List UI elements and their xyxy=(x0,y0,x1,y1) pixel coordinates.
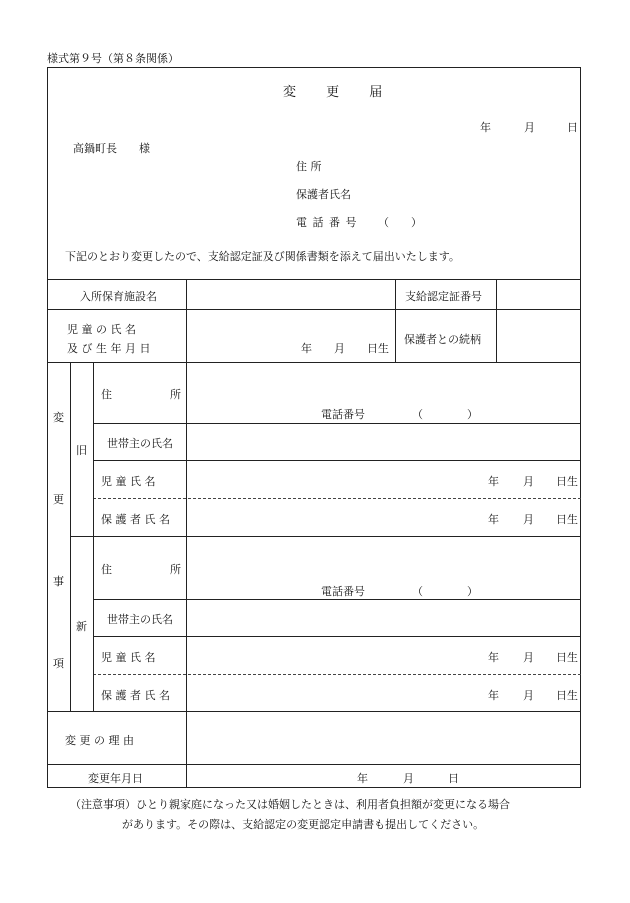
form-frame xyxy=(47,67,581,788)
old-label: 旧 xyxy=(76,444,87,457)
col-line xyxy=(70,362,71,711)
row-line xyxy=(47,764,581,765)
date-day: 日 xyxy=(567,121,578,134)
old-child-ymd: 年 xyxy=(488,475,499,488)
col-line xyxy=(186,279,187,362)
child-birth-date: 年 月 日生 xyxy=(301,342,389,355)
form-number: 様式第９号（第８条関係） xyxy=(47,52,179,65)
addressee: 高鍋町長 様 xyxy=(73,142,150,155)
date-month: 月 xyxy=(524,121,535,134)
new-household-head-label: 世帯主の氏名 xyxy=(107,613,173,626)
applicant-phone-paren: （ ） xyxy=(378,216,422,229)
new-child-ymd: 年 xyxy=(488,651,499,664)
row-line xyxy=(93,636,581,637)
change-date-ymd: 年 xyxy=(357,772,368,785)
col-line xyxy=(395,279,396,362)
change-items-char: 事 xyxy=(53,575,64,588)
change-date-ymd: 日 xyxy=(448,772,459,785)
old-guardian-ymd: 日生 xyxy=(556,513,578,526)
intro-text: 下記のとおり変更したので、支給認定証及び関係書類を添えて届出いたします。 xyxy=(65,250,460,263)
new-phone-paren: （ ） xyxy=(412,585,478,598)
new-guardian-ymd: 月 xyxy=(523,689,534,702)
old-address-label: 所 xyxy=(170,388,181,401)
col-line xyxy=(93,362,94,711)
old-child-ymd: 日生 xyxy=(556,475,578,488)
row-line xyxy=(47,711,581,712)
row-line xyxy=(47,309,581,310)
new-guardian-name-label: 保 護 者 氏 名 xyxy=(101,689,170,702)
row-dash-line xyxy=(93,674,581,675)
col-line xyxy=(186,362,187,788)
change-date-ymd: 月 xyxy=(403,772,414,785)
change-items-char: 更 xyxy=(53,493,64,506)
col-line xyxy=(496,279,497,362)
new-guardian-ymd: 日生 xyxy=(556,689,578,702)
applicant-phone-label: 電話番号 xyxy=(296,216,362,229)
new-label: 新 xyxy=(76,620,87,633)
row-line xyxy=(70,536,581,537)
date-year: 年 xyxy=(480,121,491,134)
form-title: 変 更 届 xyxy=(283,85,396,100)
notes-line-1: （注意事項）ひとり親家庭になった又は婚姻したときは、利用者負担額が変更になる場合 xyxy=(70,798,510,811)
relationship-label: 保護者との続柄 xyxy=(404,333,481,346)
old-guardian-name-label: 保 護 者 氏 名 xyxy=(101,513,170,526)
old-guardian-ymd: 月 xyxy=(523,513,534,526)
change-items-char: 変 xyxy=(53,411,64,424)
new-phone-label: 電話番号 xyxy=(321,585,365,598)
row-dash-line xyxy=(93,498,581,499)
row-line xyxy=(47,362,581,363)
change-date-label: 変更年月日 xyxy=(88,772,143,785)
row-line xyxy=(93,423,581,424)
new-child-ymd: 日生 xyxy=(556,651,578,664)
new-guardian-ymd: 年 xyxy=(488,689,499,702)
applicant-name-label: 保護者氏名 xyxy=(296,188,351,201)
old-guardian-ymd: 年 xyxy=(488,513,499,526)
row-line xyxy=(93,460,581,461)
new-address-label: 所 xyxy=(170,563,181,576)
child-name-birth-label-1: 児 童 の 氏 名 xyxy=(67,323,136,336)
old-address-label: 住 xyxy=(101,388,112,401)
child-name-birth-label-2: 及 び 生 年 月 日 xyxy=(67,342,151,355)
facility-label: 入所保育施設名 xyxy=(80,290,157,303)
new-child-ymd: 月 xyxy=(523,651,534,664)
new-address-label: 住 xyxy=(101,563,112,576)
row-line xyxy=(93,599,581,600)
old-child-name-label: 児 童 氏 名 xyxy=(101,475,156,488)
new-child-name-label: 児 童 氏 名 xyxy=(101,651,156,664)
change-reason-label: 変 更 の 理 由 xyxy=(65,734,134,747)
change-items-char: 項 xyxy=(53,657,64,670)
row-line xyxy=(47,279,581,280)
old-phone-label: 電話番号 xyxy=(321,408,365,421)
old-phone-paren: （ ） xyxy=(412,408,478,421)
old-household-head-label: 世帯主の氏名 xyxy=(107,437,173,450)
notes-line-2: があります。その際は、支給認定の変更認定申請書も提出してください。 xyxy=(122,818,485,831)
cert-number-label: 支給認定証番号 xyxy=(405,290,482,303)
old-child-ymd: 月 xyxy=(523,475,534,488)
applicant-address-label: 住 所 xyxy=(296,160,322,173)
